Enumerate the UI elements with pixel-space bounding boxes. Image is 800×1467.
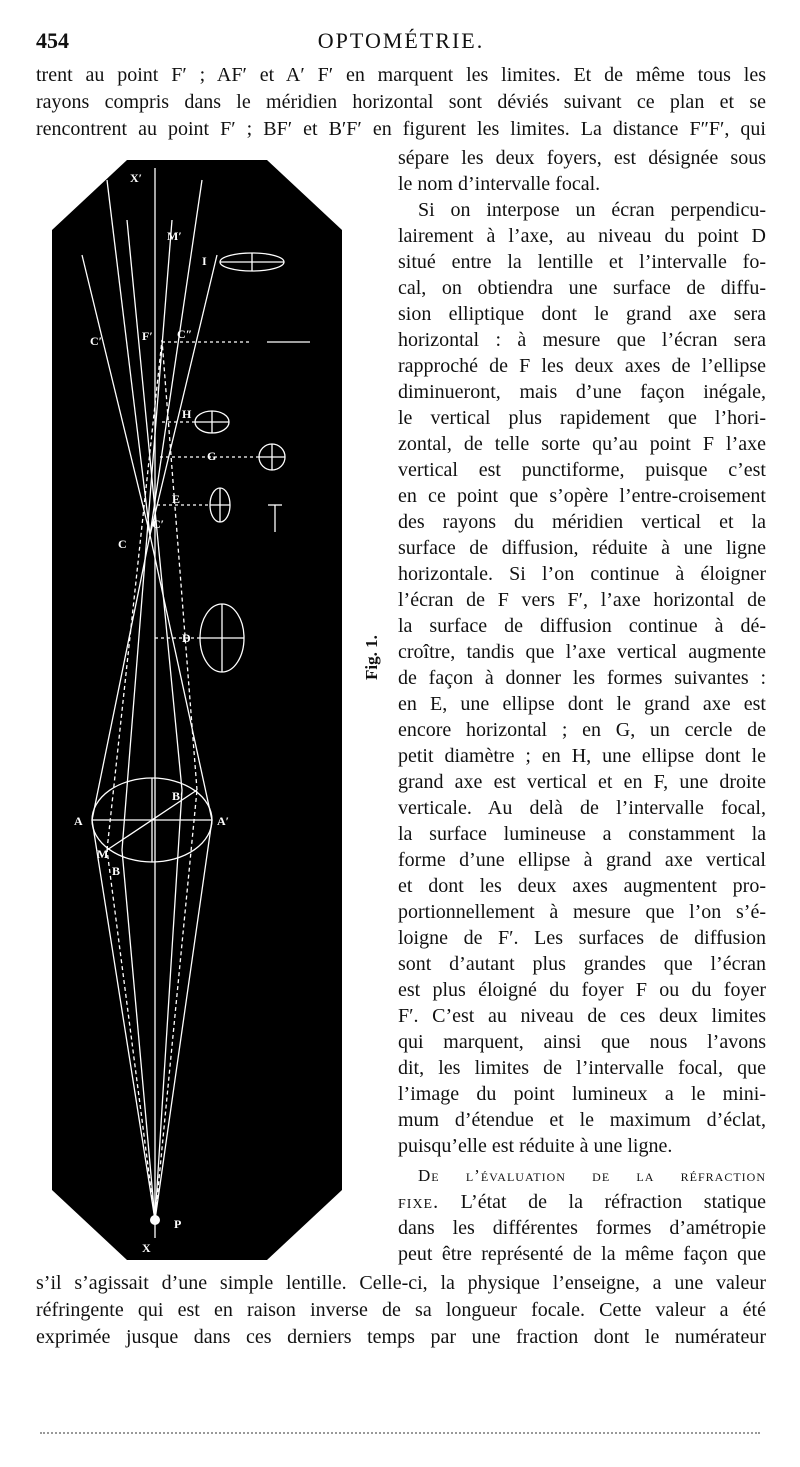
text-line: puisqu’elle est réduite à une ligne. <box>398 1135 673 1157</box>
text-line: verticale. Au delà de l’intervalle focal, <box>398 797 766 819</box>
section-heading-word: fixe. <box>398 1191 440 1213</box>
text-line: vertical est punctiforme, puisque c’est <box>398 459 766 481</box>
text-line: cal, on obtiendra une surface de diffu- <box>398 277 766 299</box>
running-title: OPTOMÉTRIE. <box>317 28 485 53</box>
figure-label: H <box>182 407 192 421</box>
optics-figure <box>52 160 342 1260</box>
figure-label: A <box>74 814 83 828</box>
figure-label: M′ <box>167 229 182 243</box>
text-line: rapproché de F les deux axes de l’ellipse <box>398 355 766 377</box>
text-line: zontal, de telle sorte qu’au point F l’axe <box>398 433 766 455</box>
text-line: exprimée jusque dans ces derniers temps par une fraction dont le numérateur <box>36 1326 766 1348</box>
text-line: rayons compris dans le méridien horizontal sont déviés suivant ce plan et se <box>36 91 766 113</box>
text-line: sion elliptique dont le grand axe sera <box>398 303 766 325</box>
text-line: en ce point que s’opère l’entre-croisement <box>398 485 766 507</box>
figure-label: I <box>202 254 207 268</box>
text-line: l’image du point lumineux a le mini- <box>398 1083 766 1105</box>
text-line: des rayons du méridien vertical et la <box>398 511 766 533</box>
text-line: et dont les deux axes augmentent pro- <box>398 875 766 897</box>
figure-label: C′ <box>152 517 165 531</box>
figure-label: X′ <box>130 171 143 185</box>
text-line: diminueront, mais d’une façon inégale, <box>398 381 766 403</box>
text-line: portionnellement à mesure que l’on s’é- <box>398 901 766 923</box>
section-heading-line <box>398 1189 766 1215</box>
text-line: situé entre la lentille et l’intervalle fo- <box>398 251 766 273</box>
text-line: le vertical plus rapidement que l’hori- <box>398 407 766 429</box>
text-line: réfringente qui est en raison inverse de sa longueur focale. Cette valeur a été <box>36 1299 766 1321</box>
text-line: qui marquent, ainsi que nous l’avons <box>398 1031 766 1053</box>
text-line: petit diamètre ; en H, une ellipse dont le <box>398 745 766 767</box>
figure-label: D <box>182 631 191 645</box>
figure-label: M <box>97 847 109 861</box>
text-line: Si on interpose un écran perpendicu- <box>418 199 766 221</box>
text-line: grand axe est vertical et en F, une droite <box>398 771 766 793</box>
text-line: dans les différentes formes d’amétropie <box>398 1217 766 1239</box>
text-line: surface de diffusion, réduite à une ligne <box>398 537 766 559</box>
text-line: encore horizontal ; en G, un cercle de <box>398 719 766 741</box>
text-line: croître, tandis que l’axe vertical augmente <box>398 641 766 663</box>
figure-label: E <box>172 492 181 506</box>
text-line: mum d’étendue et le maximum d’éclat, <box>398 1109 766 1131</box>
text-line: horizontale. Si l’on continue à éloigner <box>398 563 766 585</box>
text-line: horizontal : à mesure que l’écran sera <box>398 329 766 351</box>
text-line: sont d’autant plus grandes que l’écran <box>398 953 766 975</box>
text-line: sépare les deux foyers, est désignée sous <box>398 147 766 169</box>
text-line: de façon à donner les formes suivantes : <box>398 667 766 689</box>
section-heading: De l’évaluation de la réfraction <box>418 1166 766 1185</box>
figure-label: A′ <box>217 814 230 828</box>
text-line: est plus éloigné du foyer F ou du foyer <box>398 979 766 1001</box>
figure-label: B <box>112 864 121 878</box>
figure-label: C <box>118 537 127 551</box>
figure-label: X <box>142 1241 151 1255</box>
figure-label: C″ <box>177 327 193 341</box>
figure-caption: Fig. 1. <box>362 635 381 680</box>
text-line: forme d’une ellipse à grand axe vertical <box>398 849 766 871</box>
text-line: loigne de F′. Les surfaces de diffusion <box>398 927 766 949</box>
footer-rule <box>40 1432 760 1434</box>
figure-label: B′ <box>172 789 184 803</box>
text-line: rencontrent au point F′ ; BF′ et B′F′ en figurent les limites. La distance F″F′, qui <box>36 118 766 140</box>
optics-diagram <box>52 160 342 1260</box>
text-line: la surface lumineuse a constamment la <box>398 823 766 845</box>
section-text: L’état de la réfraction statique <box>439 1191 766 1213</box>
text-line: lairement à l’axe, au niveau du point D <box>398 225 766 247</box>
page-number: 454 <box>36 28 69 53</box>
text-line: le nom d’intervalle focal. <box>398 173 601 195</box>
text-line: la surface de diffusion continue à dé- <box>398 615 766 637</box>
page-header <box>36 28 766 62</box>
text-line: dit, les limites de l’intervalle focal, que <box>398 1057 766 1079</box>
figure-label: F′ <box>142 329 153 343</box>
text-line: s’il s’agissait d’une simple lentille. Celle-ci, la physique l’enseigne, a une valeur <box>36 1272 766 1294</box>
text-line: peut être représenté de la même façon que <box>398 1243 766 1265</box>
text-line: en E, une ellipse dont le grand axe est <box>398 693 766 715</box>
figure-label: G <box>207 449 217 463</box>
text-line: l’écran de F vers F′, l’axe horizontal de <box>398 589 766 611</box>
figure-label: P <box>174 1217 182 1231</box>
text-line: trent au point F′ ; AF′ et A′ F′ en marquent les limites. Et de même tous les <box>36 64 766 86</box>
text-line: F′. C’est au niveau de ces deux limites <box>398 1005 766 1027</box>
figure-label: C′ <box>90 334 103 348</box>
